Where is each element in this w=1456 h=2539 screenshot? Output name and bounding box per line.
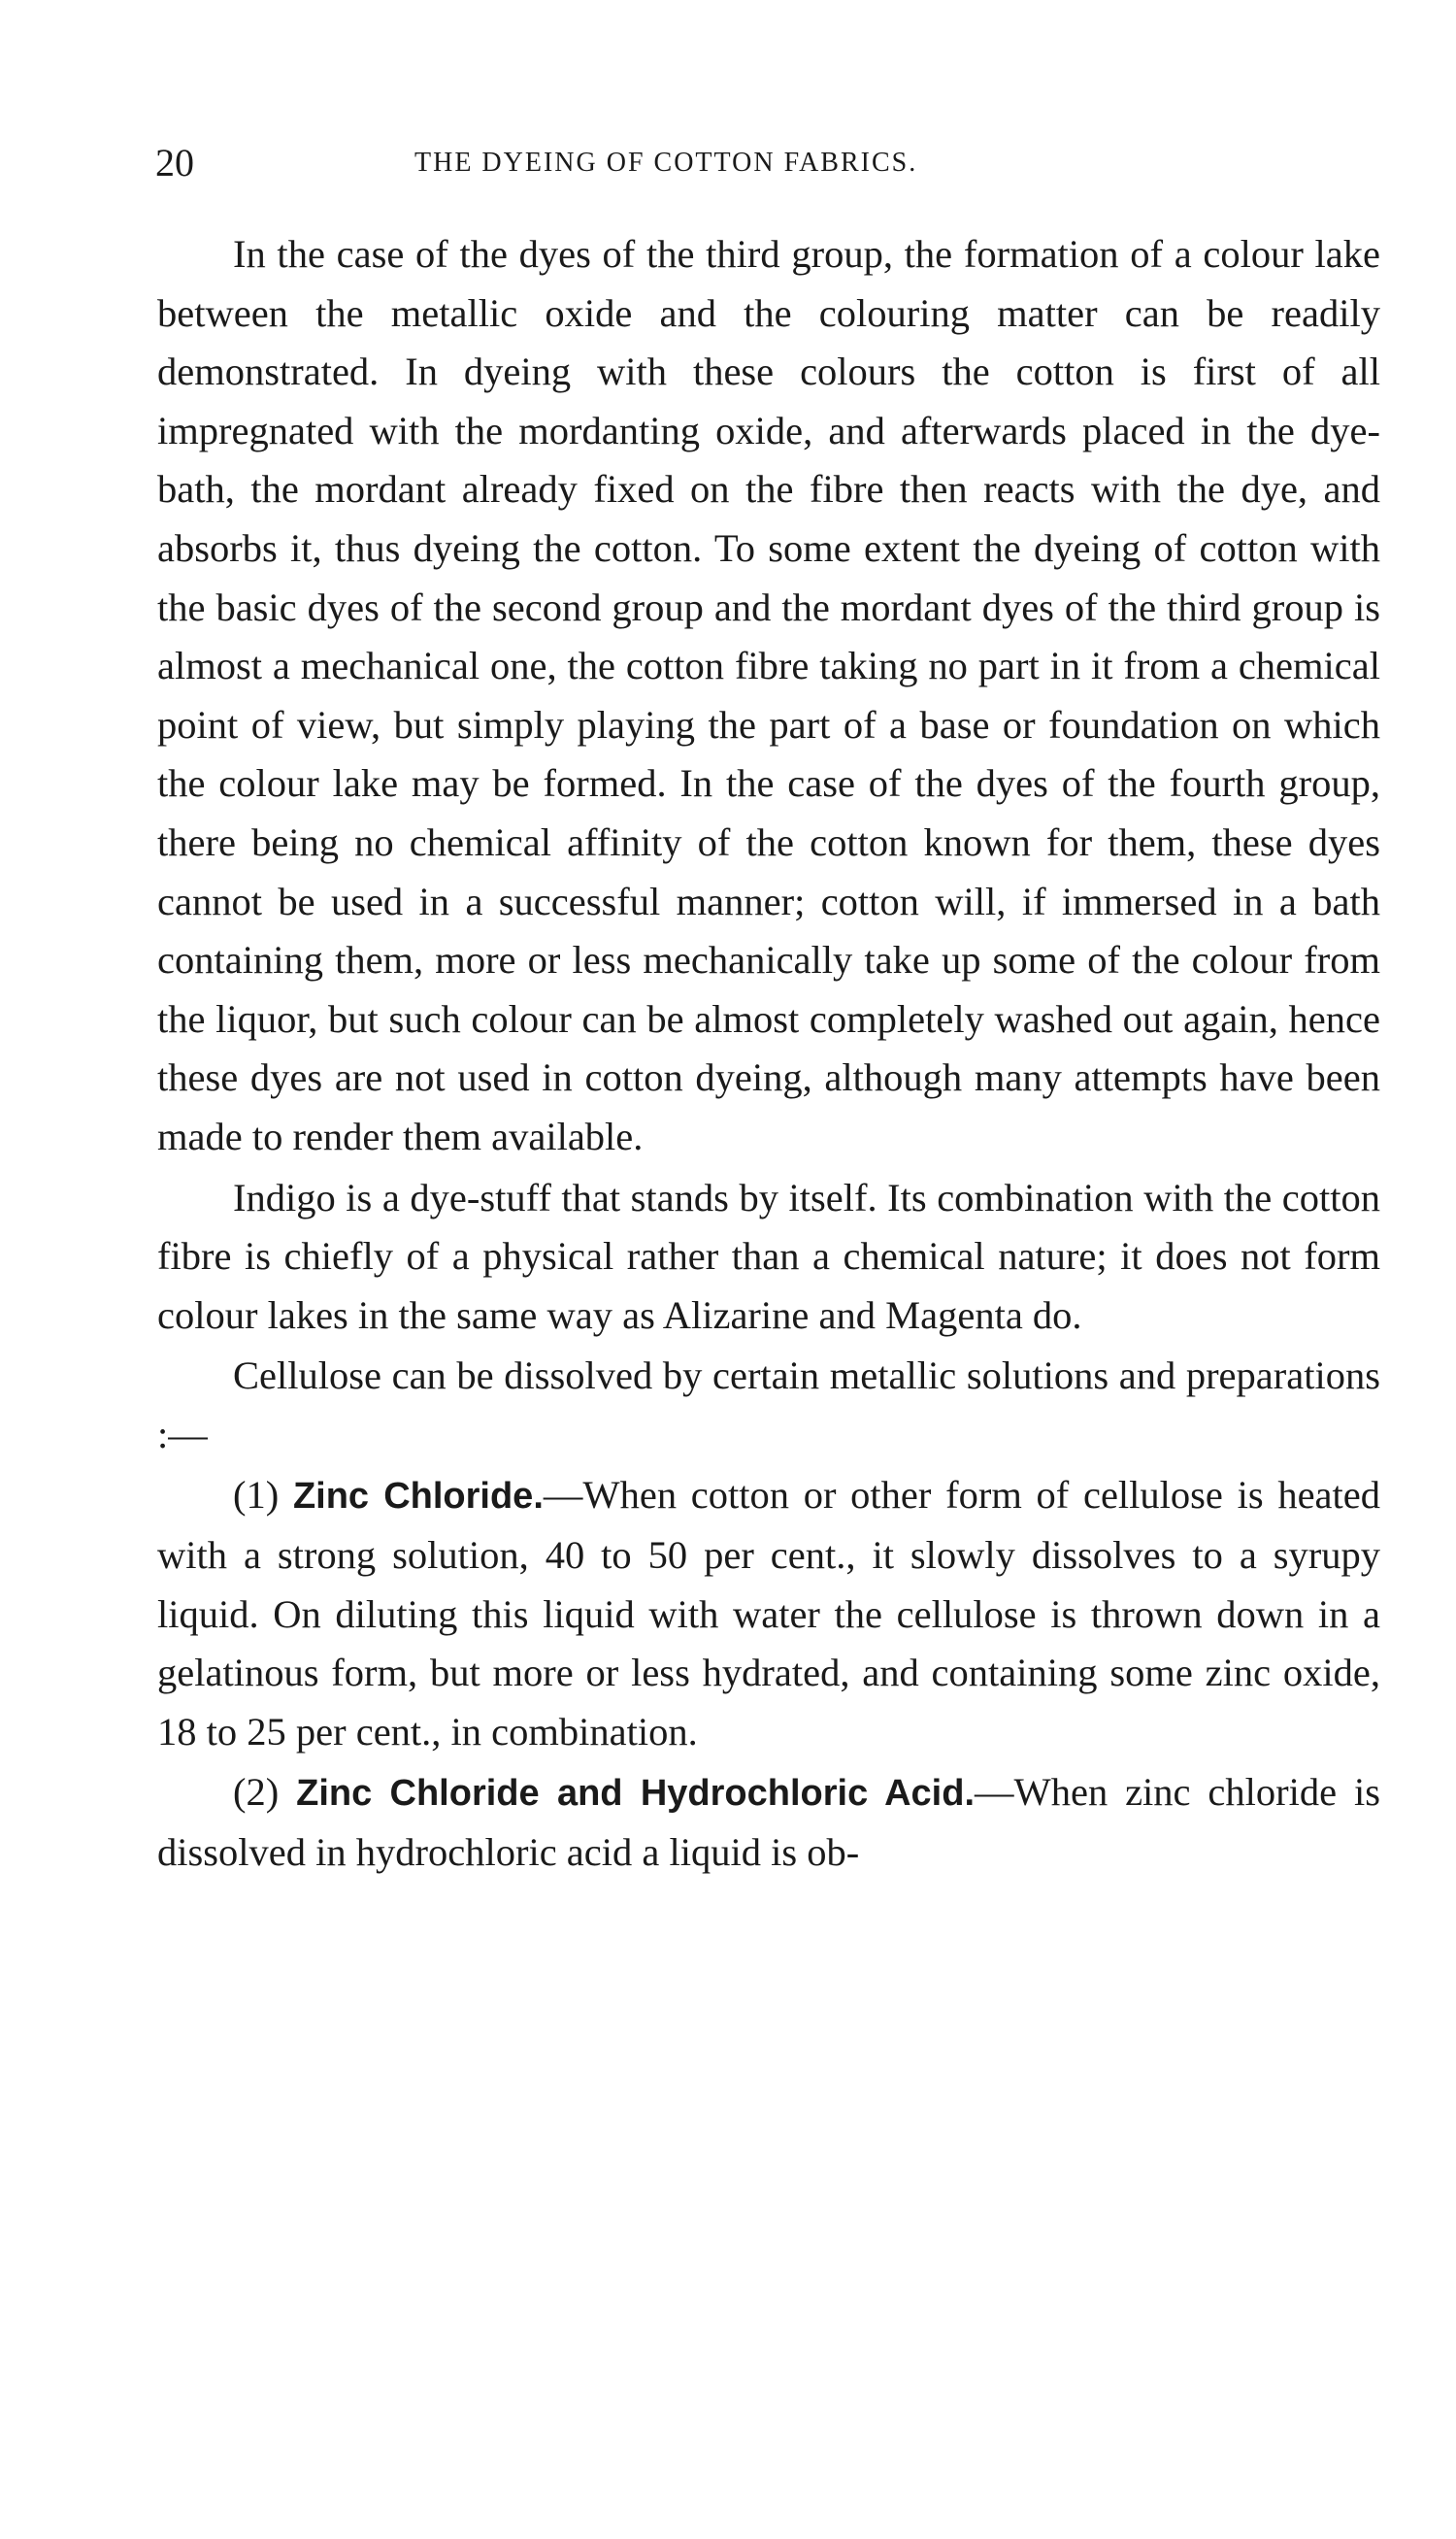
inline-heading: Zinc Chloride and Hydrochloric Acid. xyxy=(296,1773,975,1815)
body-text xyxy=(157,225,1380,1883)
running-title: THE DYEING OF COTTON FABRICS. xyxy=(414,148,918,178)
item-number: (2) xyxy=(233,1770,280,1815)
paragraph-cellulose-solutions: Cellulose can be dissolved by certain metallic solutions and preparations :— xyxy=(157,1353,1380,1456)
paragraph-zinc-chloride-hydrochloric-acid xyxy=(157,1763,1380,1882)
paragraph-indigo: Indigo is a dye-stuff that stands by itself. Its combination with the cotton fibre is chiefly of a physical rather than a chemical nature; it does not form colour lakes in the same way as Alizarine and Magenta do. xyxy=(157,1175,1380,1337)
paragraph-text: —When zinc chloride is dissolved in hydrochloric acid a liquid is ob- xyxy=(157,1770,1380,1875)
paragraph-zinc-chloride xyxy=(157,1466,1380,1761)
page-number: 20 xyxy=(155,141,194,184)
inline-heading: Zinc Chloride. xyxy=(292,1476,544,1518)
paragraph-text: —When cotton or other form of cellulose is heated with a strong solution, 40 to 50 per cent., it slowly dissolves to a syrupy liquid. On diluting this liquid with water the cellulose is thrown down in a gelatinous form, but more or less hydrated, and containing some zinc oxide, 18 to 25 per cent., in combination. xyxy=(157,1473,1381,1754)
page-header xyxy=(155,134,1388,192)
item-number: (1) xyxy=(233,1473,280,1518)
paragraph-dyes-third-group: In the case of the dyes of the third group, the formation of a colour lake between the metallic oxide and the colouring matter can be readily demonstrated. In dyeing with these colours the cotton is first of all impregnated with the mordanting oxide, and afterwards placed in the dye-bath, the mordant already fixed on the fibre then reacts with the dye, and absorbs it, thus dyeing the cotton. To some extent the dyeing of cotton with the basic dyes of the second group and the mordant dyes of the third group is almost a mechanical one, the cotton fibre taking no part in it from a chemical point of view, but simply playing the part of a base or foundation on which the colour lake may be formed. In the case of the dyes of the fourth group, there being no chemical affinity of the cotton known for them, these dyes cannot be used in a successful manner; cotton will, if immersed in a bath containing them, more or less mechanically take up some of the colour from the liquor, but such colour can be almost completely washed out again, hence these dyes are not used in cotton dyeing, although many attempts have been made to render them available. xyxy=(157,232,1380,1158)
